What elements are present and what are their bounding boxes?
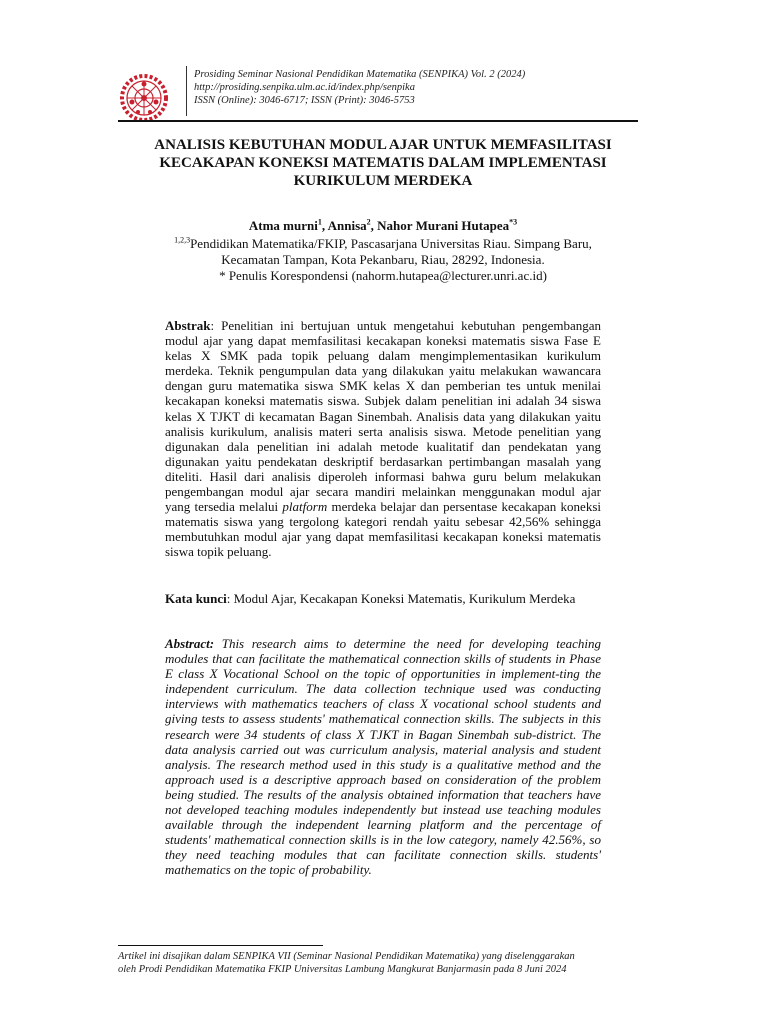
abstract-label: Abstrak: [165, 318, 211, 333]
senpika-logo-icon: [118, 72, 170, 124]
footnote-line-2: oleh Prodi Pendidikan Matematika FKIP Universitas Lambung Mangkurat Banjarmasin pada 8 Juni 2024: [118, 964, 567, 975]
affiliation-line-2: Kecamatan Tampan, Kota Pekanbaru, Riau, 28292, Indonesia.: [221, 252, 545, 267]
author-list: [120, 218, 646, 234]
abstract-indonesian: [165, 318, 601, 560]
journal-info: [194, 68, 525, 107]
affiliation: [120, 236, 646, 284]
affiliation-line-1: Pendidikan Matematika/FKIP, Pascasarjana Universitas Riau. Simpang Baru,: [190, 236, 592, 251]
header-divider: [186, 66, 187, 116]
abstract-text-1: : Penelitian ini bertujuan untuk mengetahui kebutuhan pengembangan modul ajar yang dapat memfasilitasi kecakapan koneksi matematis siswa Fase E kelas X SMK pada topik peluang dalam mengimplementasikan kurikulum merdeka. Teknik pengumpulan data yang dilakukan yaitu melakukan wawancara dengan guru matematika siswa SMK kelas X dan pemberian tes untuk menilai kecakapan koneksi matematis siswa. Subjek dalam penelitian ini adalah 34 siswa kelas X TJKT di kecamatan Bagan Sinembah. Analisis data yang dilakukan yaitu analisis kurikulum, analisis materi serta analisis siswa. Metode penelitian yang digunakan dala penelitian ini adalah metode kualitatif dan pendekatan yang digunakan yaitu pendekatan deskriptif berdasarkan pertimbangan masalah yang diteliti. Hasil dari analisis diperoleh informasi bahwa guru belum melakukan pengembangan modul ajar secara mandiri melainkan menggunakan modul ajar yang tersedia melalui: [165, 318, 601, 515]
paper-title: ANALISIS KEBUTUHAN MODUL AJAR UNTUK MEMFASILITASI KECAKAPAN KONEKSI MATEMATIS DALAM IMPLEMENTASI KURIKULUM MERDEKA: [154, 137, 612, 189]
keywords-text: : Modul Ajar, Kecakapan Koneksi Matematis, Kurikulum Merdeka: [226, 591, 576, 606]
author-1-sup: 1: [317, 217, 322, 227]
keywords-label: Kata kunci: [165, 591, 227, 606]
corresponding-author: * Penulis Korespondensi (nahorm.hutapea@lecturer.unri.ac.id): [219, 268, 547, 283]
author-3: , Nahor Murani Hutapea: [370, 218, 510, 233]
affiliation-sup: 1,2,3: [174, 235, 191, 245]
footnote-rule: [118, 945, 323, 946]
abstract-italic-word: platform: [282, 499, 328, 515]
journal-url[interactable]: http://prosiding.senpika.ulm.ac.id/index.php/senpika: [194, 82, 415, 93]
abstract-en-label: Abstract:: [165, 636, 215, 651]
journal-issn: ISSN (Online): 3046-6717; ISSN (Print): 3046-5753: [194, 95, 415, 106]
journal-header: [118, 64, 638, 120]
abstract-english: [165, 636, 601, 878]
author-2-sup: 2: [366, 217, 371, 227]
abstract-en-text: This research aims to determine the need for developing teaching modules that can facilitate the mathematical connection skills of students in Phase E class X Vocational School on the topic of opportunities in implement-ting the independent curriculum. The data collection technique used was conducting interviews with mathematics teachers of class X vocational school students and giving tests to assess students' mathematical connection skills. The subjects in this research were 34 students of class X TJKT in Bagan Sinembah sub-district. The data analysis carried out was curriculum analysis, material analysis and student analysis. The research method used in this study is a qualitative method and the approach used is a descriptive approach based on consideration of the problem being studied. The results of the analysis obtained information that teachers have not developed teaching modules independently but instead use teaching modules available through the independent learning platform and the percentage of students' mathematical connection skills is in the low category, namely 42.56%, so they need teaching modules that can facilitate connection skills. students' mathematics on the topic of probability.: [165, 636, 601, 878]
keywords: [165, 591, 601, 607]
author-1: Atma murni: [248, 218, 318, 233]
header-rule: [118, 120, 638, 122]
journal-name: Prosiding Seminar Nasional Pendidikan Matematika (SENPIKA) Vol. 2 (2024): [194, 69, 526, 80]
abstract-text-2: merdeka belajar dan persentase kecakapan koneksi matematis siswa yang tergolong kategori rendah yaitu sebesar 42,56% sehingga membutuhkan modul ajar yang dapat memfasilitasi kecakapan koneksi matematis siswa topik peluang.: [165, 499, 601, 560]
footnote: [118, 950, 658, 976]
author-2: , Annisa: [321, 218, 367, 233]
author-3-sup: *3: [509, 217, 518, 227]
footnote-line-1: Artikel ini disajikan dalam SENPIKA VII (Seminar Nasional Pendidikan Matematika) yang diselenggarakan: [118, 951, 575, 962]
